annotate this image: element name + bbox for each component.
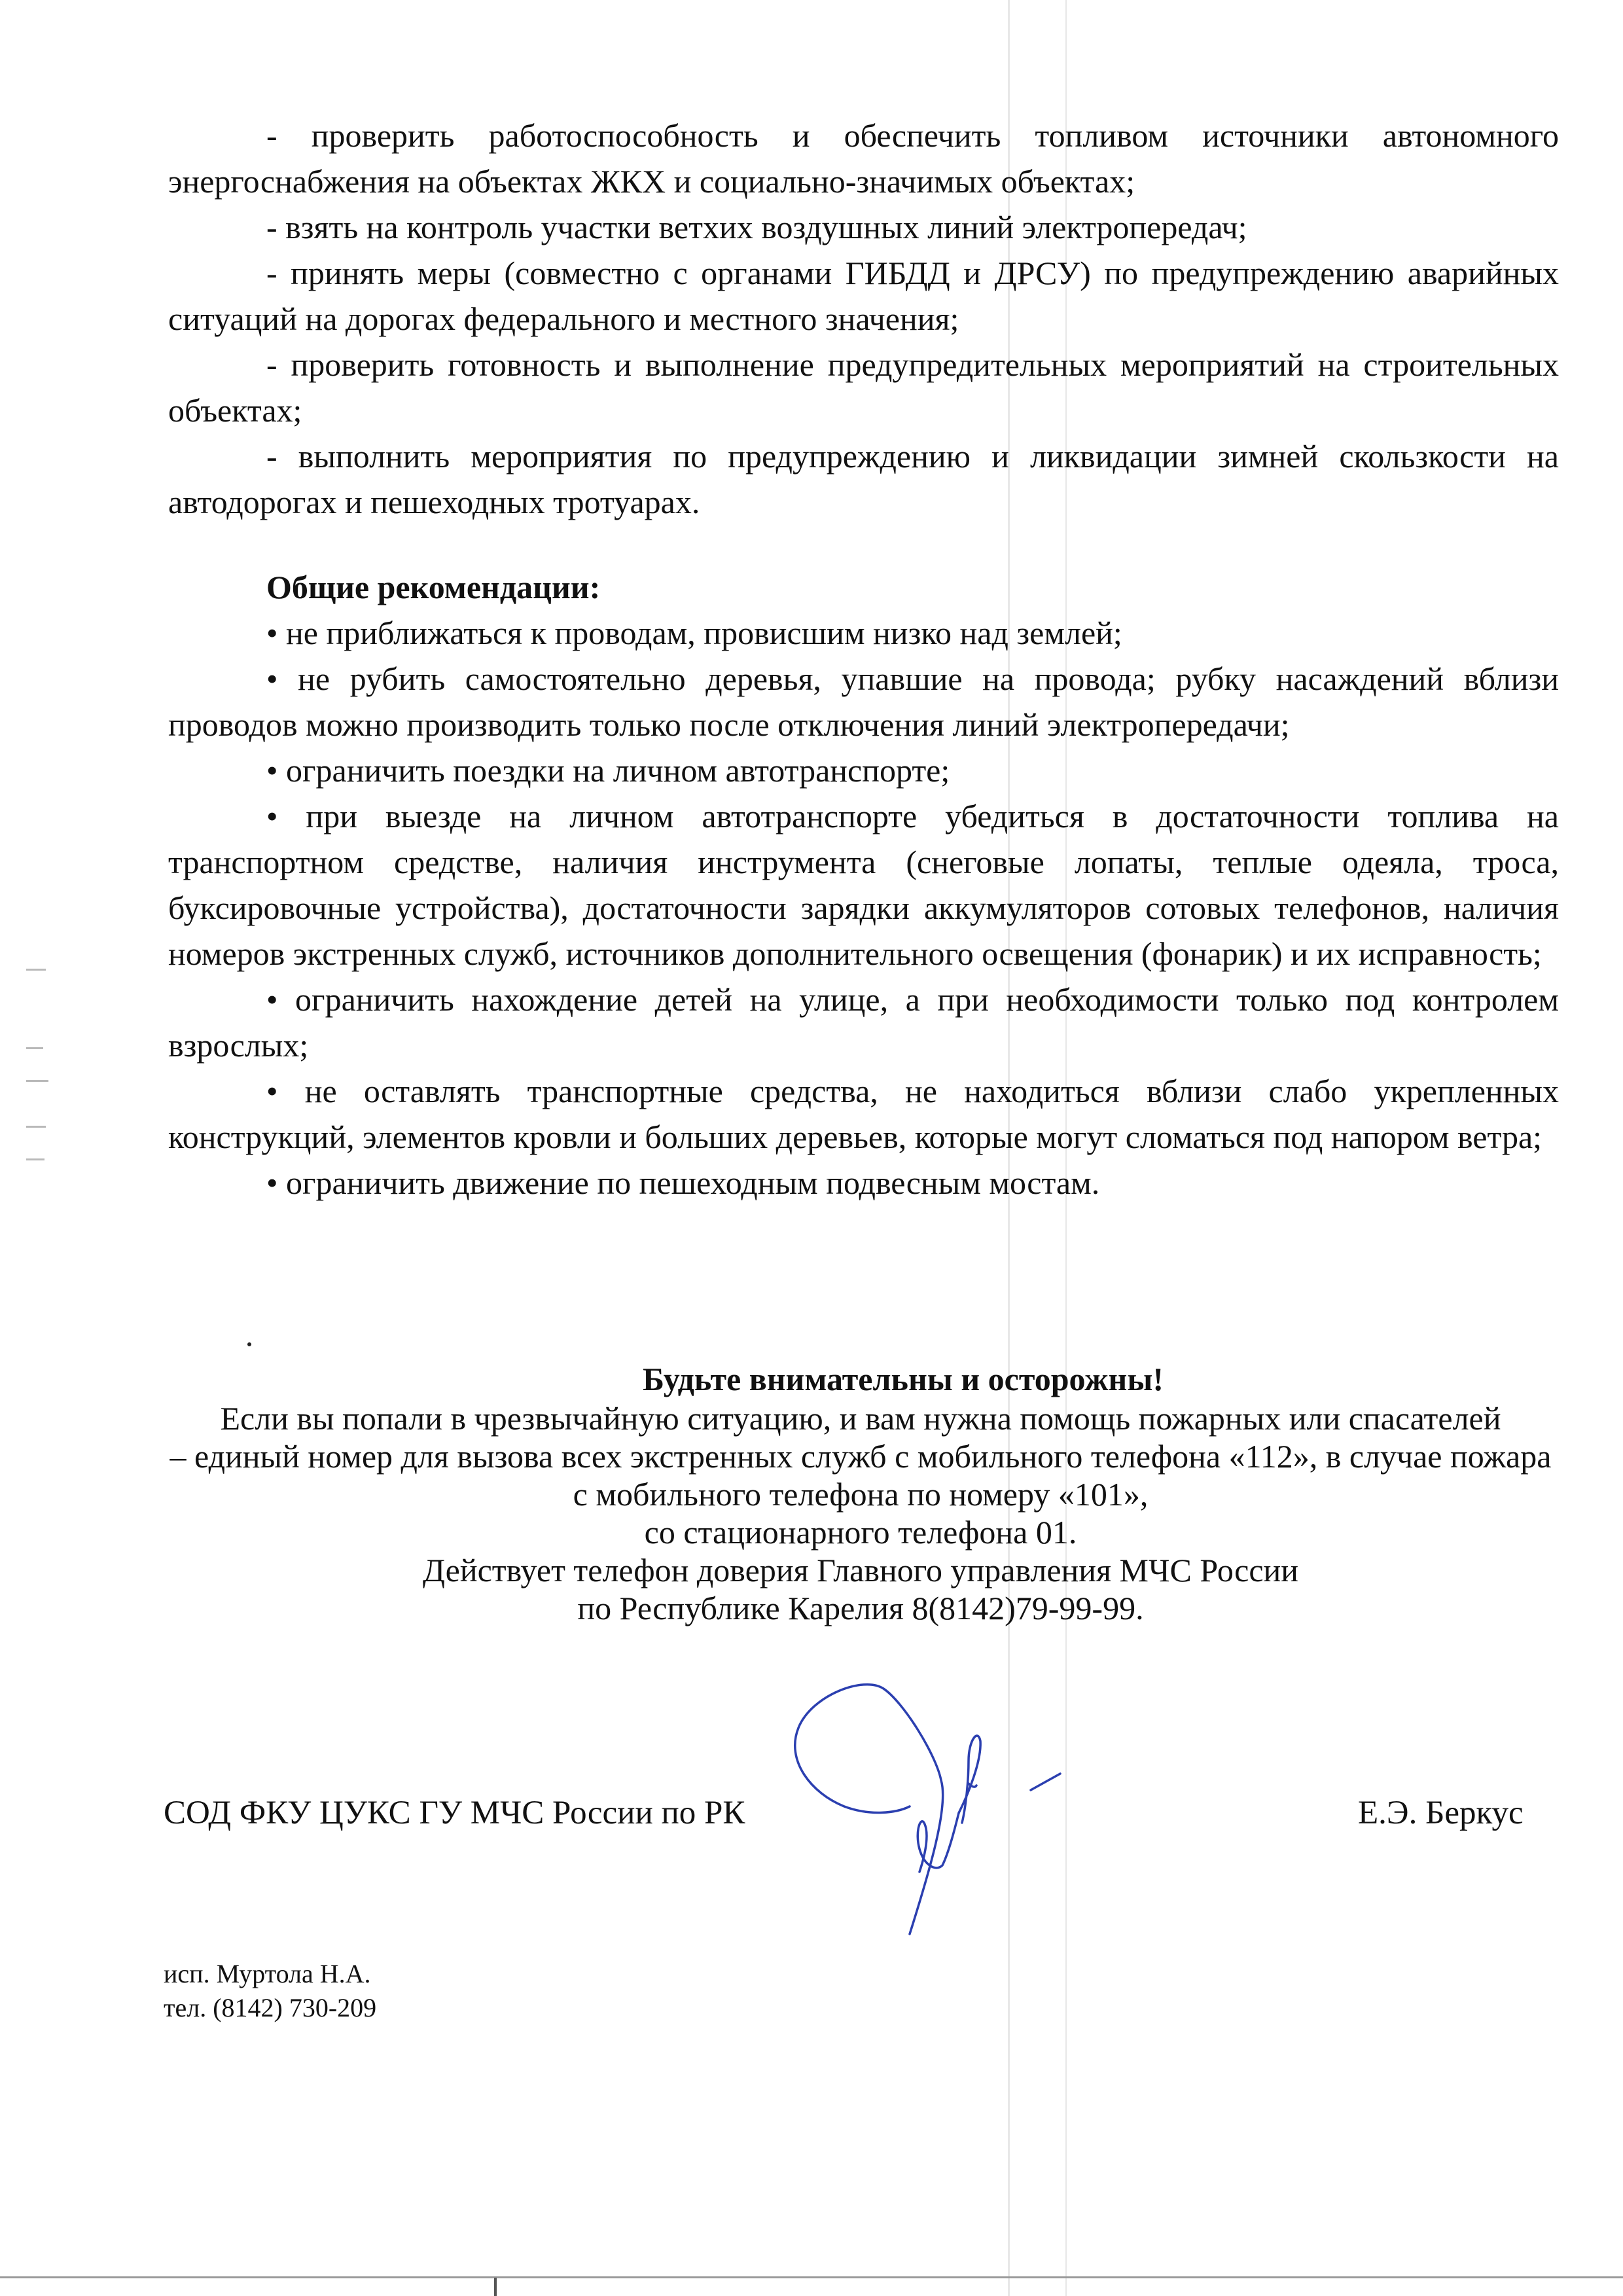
emergency-contacts (164, 1399, 1558, 1627)
signing-organization: СОД ФКУ ЦУКС ГУ МЧС России по РК (164, 1795, 745, 1831)
recommendation-item: • ограничить нахождение детей на улице, а при необходимости только под контролем взрослых; (168, 981, 1559, 1064)
instruction-paragraph: - проверить работоспособность и обеспечить топливом источники автономного энергоснабжения на объектах ЖКХ и социально-значимых объектах; (168, 117, 1559, 200)
scan-speck (26, 1080, 48, 1082)
recommendation-item: • при выезде на личном автотранспорте убедиться в достаточности топлива на транспортном средстве, наличия инструмента (снеговые лопаты, теплые одеяла, троса, буксировочные устройства), достаточности зарядки аккумуляторов сотовых телефонов, наличия номеров экстренных служб, источников дополнительного освещения (фонарик) и их исправность; (168, 798, 1559, 972)
contact-line: Действует телефон доверия Главного управления МЧС России (422, 1552, 1299, 1588)
instruction-paragraph: - принять меры (совместно с органами ГИБДД и ДРСУ) по предупреждению аварийных ситуаций на дорогах федерального и местного значения; (168, 255, 1559, 337)
stray-dot (247, 1342, 251, 1346)
scan-edge-mark (494, 2278, 497, 2296)
body-text (168, 110, 1559, 1206)
executor-name: исп. Муртола Н.А. (164, 1959, 371, 1988)
scan-speck (26, 1047, 43, 1049)
contact-line: по Республике Карелия 8(8142)79-99-99. (577, 1590, 1144, 1626)
executor-info (164, 1957, 376, 2025)
contact-line: со стационарного телефона 01. (644, 1514, 1077, 1551)
scan-speck (26, 969, 46, 971)
contact-line: Если вы попали в чрезвычайную ситуацию, и вам нужна помощь пожарных или спасателей (220, 1400, 1501, 1437)
handwritten-signature-icon (772, 1676, 1113, 1950)
scan-bottom-edge (0, 2276, 1623, 2278)
scan-speck (26, 1126, 46, 1128)
signer-name: Е.Э. Беркус (1358, 1795, 1524, 1831)
executor-phone: тел. (8142) 730-209 (164, 1993, 377, 2022)
instruction-paragraph: - проверить готовность и выполнение предупредительных мероприятий на строительных объектах; (168, 346, 1559, 429)
recommendations-heading: Общие рекомендации: (266, 569, 601, 605)
contact-line: – единый номер для вызова всех экстренных служб с мобильного телефона «112», в случае пожара (169, 1438, 1552, 1475)
scan-speck (26, 1158, 45, 1160)
warning-title: Будьте внимательны и осторожны! (642, 1361, 1164, 1397)
instruction-paragraph: - выполнить мероприятия по предупреждению и ликвидации зимней скользкости на автодорогах и пешеходных тротуарах. (168, 438, 1559, 520)
recommendation-item: • ограничить движение по пешеходным подвесным мостам. (266, 1164, 1100, 1201)
recommendation-item: • не приближаться к проводам, провисшим низко над землей; (266, 615, 1122, 651)
instruction-paragraph: - взять на контроль участки ветхих воздушных линий электропередач; (266, 209, 1247, 245)
recommendation-item: • ограничить поездки на личном автотранспорте; (266, 752, 950, 789)
recommendation-item: • не оставлять транспортные средства, не находиться вблизи слабо укрепленных конструкций, элементов кровли и больших деревьев, которые могут сломаться под напором ветра; (168, 1073, 1559, 1155)
recommendation-item: • не рубить самостоятельно деревья, упавшие на провода; рубку насаждений вблизи проводов можно производить только после отключения линий электропередачи; (168, 660, 1559, 743)
contact-line: с мобильного телефона по номеру «101», (573, 1476, 1149, 1513)
